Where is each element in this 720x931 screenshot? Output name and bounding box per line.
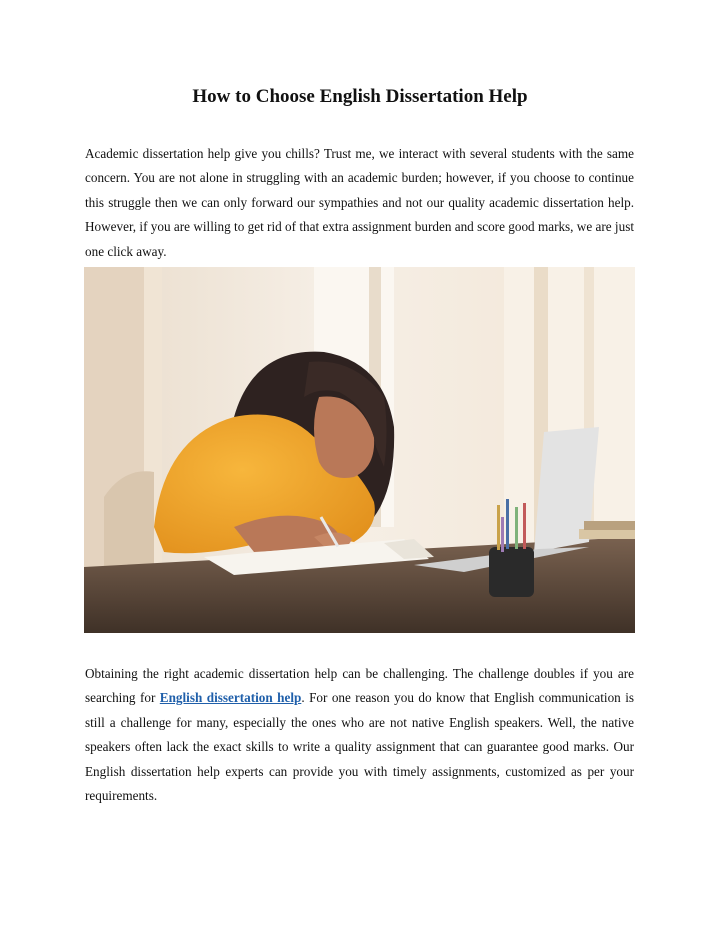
body-paragraph — [85, 662, 634, 808]
intro-paragraph: Academic dissertation help give you chills? Trust me, we interact with several students with the same concern. You are not alone in struggling with an academic burden; however, if you choose to continue this struggle then we can only forward our sympathies and not our quality academic dissertation help. However, if you are willing to get rid of that extra assignment burden and score good marks, we are just one click away. — [85, 146, 634, 259]
page-title: How to Choose English Dissertation Help — [192, 86, 528, 107]
english-dissertation-help-link[interactable]: English dissertation help — [159, 690, 302, 706]
body-text-after-link: . For one reason you do know that English communication is still a challenge for many, especially the ones who are not native English speakers. Well, the native speakers often lack the exact skills to write a quality assignment that can guarantee good marks. Our English dissertation help experts can provide you with timely assignments, customized as per your requirements. — [85, 690, 634, 804]
student-writing-photo — [84, 267, 635, 633]
body-text-before-link: Obtaining the right academic dissertation help can be challenging. The challenge doubles if you are searching for — [85, 666, 634, 706]
